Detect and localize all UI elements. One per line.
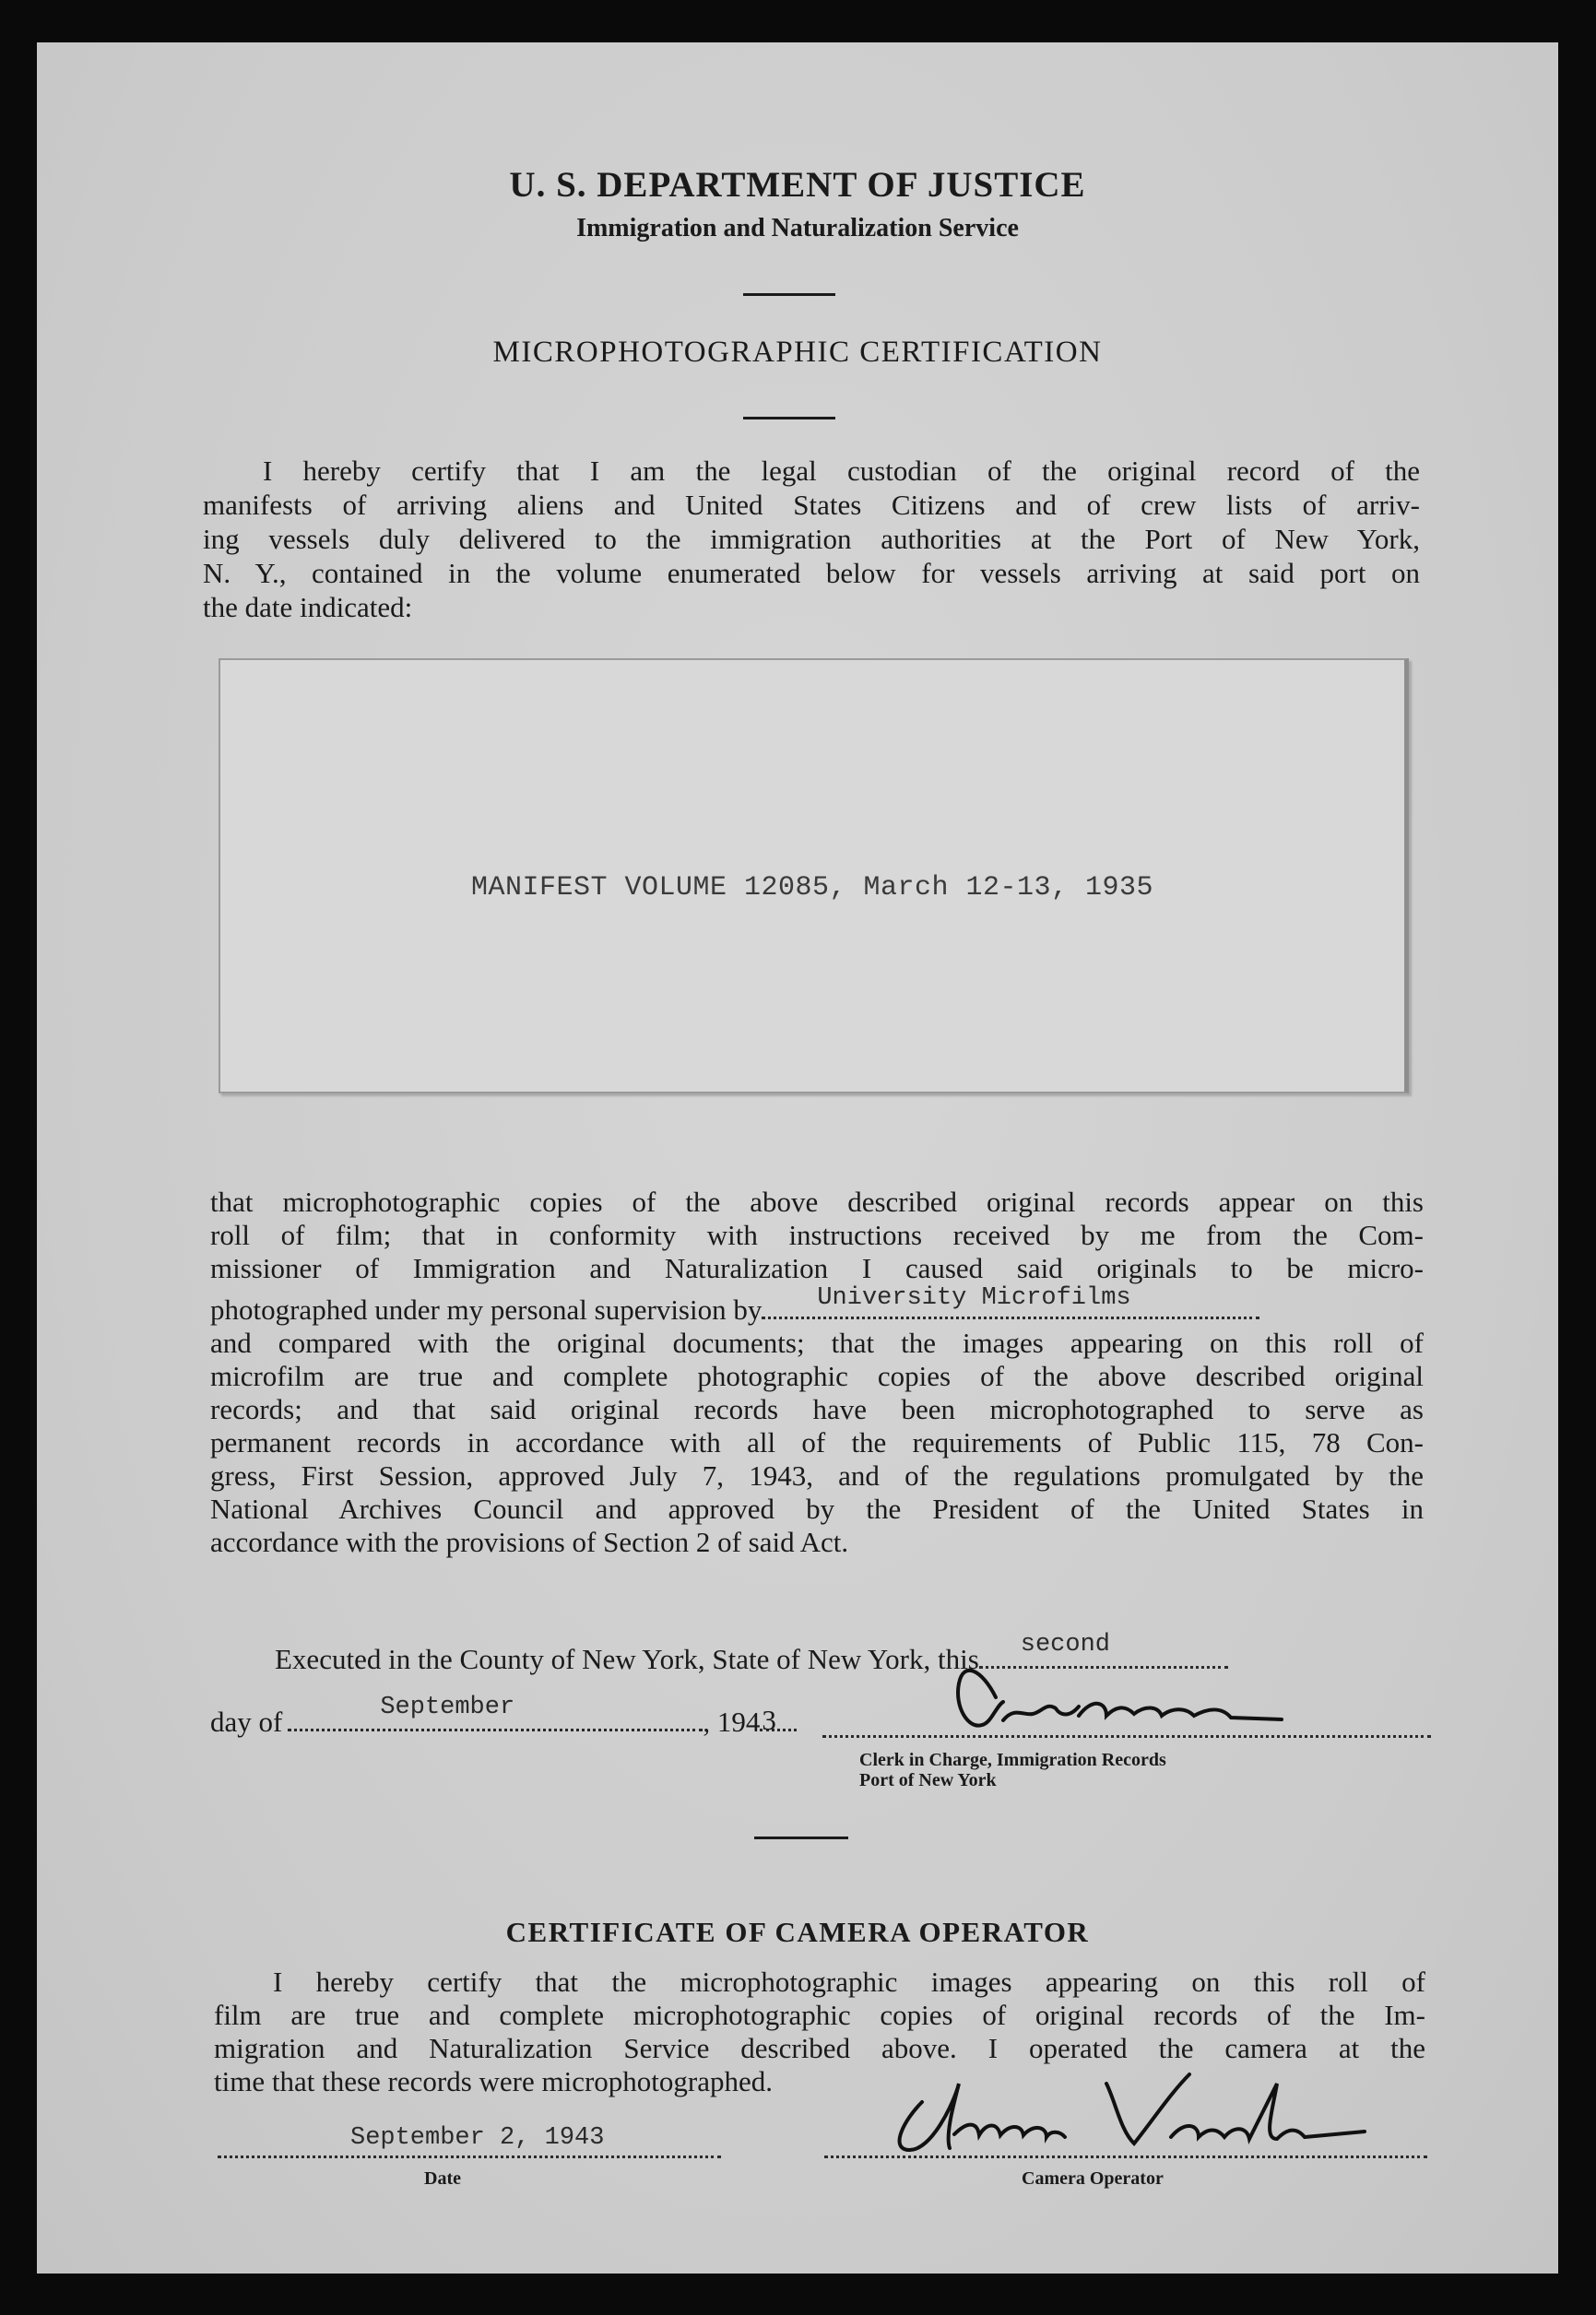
camera-line: film are true and complete microphotographic copies of original records of the Im- bbox=[214, 1999, 1425, 2031]
month-field bbox=[288, 1694, 703, 1731]
date-line bbox=[210, 1694, 797, 1739]
divider-rule bbox=[743, 293, 835, 296]
intro-line: manifests of arriving aliens and United States Citizens and of crew lists of arriv- bbox=[203, 489, 1420, 521]
execution-prefix: Executed in the County of New York, State of New York, this bbox=[275, 1643, 979, 1675]
camera-title: CERTIFICATE OF CAMERA OPERATOR bbox=[505, 1916, 1090, 1948]
operator-signature bbox=[867, 2047, 1383, 2167]
month-value: September bbox=[380, 1694, 515, 1721]
intro-paragraph bbox=[203, 454, 1420, 624]
body-line: microfilm are true and complete photographic copies of the above described original bbox=[210, 1360, 1424, 1392]
body-line: roll of film; that in conformity with instructions received by me from the Com- bbox=[210, 1219, 1424, 1251]
camera-line: time that these records were microphotographed. bbox=[214, 2065, 773, 2097]
service-subtitle: Immigration and Naturalization Service bbox=[576, 214, 1019, 242]
body-line: National Archives Council and approved by the President of the United States in bbox=[210, 1493, 1424, 1525]
day-of-label: day of bbox=[210, 1706, 283, 1738]
year-value: 3 bbox=[762, 1704, 776, 1736]
body-line: permanent records in accordance with all of the requirements of Public 115, 78 Con- bbox=[210, 1426, 1424, 1459]
camera-line: I hereby certify that the microphotographic images appearing on this roll of bbox=[273, 1966, 1425, 1998]
supervision-line bbox=[210, 1284, 1424, 1327]
manifest-volume-text: MANIFEST VOLUME 12085, March 12-13, 1935 bbox=[470, 872, 1154, 904]
agency-title: U. S. DEPARTMENT OF JUSTICE bbox=[509, 165, 1086, 205]
body-line: and compared with the original documents; that the images appearing on this roll of bbox=[210, 1327, 1424, 1359]
camera-date-value: September 2, 1943 bbox=[350, 2124, 605, 2152]
body-line: records; and that said original records have been microphotographed to serve as bbox=[210, 1393, 1424, 1425]
intro-line: ing vessels duly delivered to the immigration authorities at the Port of New York, bbox=[203, 523, 1420, 555]
supervision-prefix: photographed under my personal supervision by bbox=[210, 1293, 763, 1326]
intro-line: I hereby certify that I am the legal custodian of the original record of the bbox=[263, 455, 1420, 487]
certification-title: MICROPHOTOGRAPHIC CERTIFICATION bbox=[492, 336, 1103, 369]
clerk-signature-line bbox=[822, 1735, 1431, 1738]
certificate-page bbox=[37, 42, 1558, 2274]
clerk-title-line: Clerk in Charge, Immigration Records bbox=[859, 1750, 1166, 1770]
body-line: missioner of Immigration and Naturalization I caused said originals to be micro- bbox=[210, 1252, 1424, 1284]
day-value: second bbox=[1020, 1631, 1110, 1659]
body-line: gress, First Session, approved July 7, 1943, and of the regulations promulgated by the bbox=[210, 1459, 1424, 1492]
supervision-value: University Microfilms bbox=[817, 1284, 1131, 1312]
intro-line: N. Y., contained in the volume enumerated below for vessels arriving at said port on bbox=[203, 557, 1420, 589]
camera-line: migration and Naturalization Service described above. I operated the camera at the bbox=[214, 2032, 1425, 2064]
year-field bbox=[760, 1704, 797, 1736]
clerk-title bbox=[859, 1750, 1166, 1790]
manifest-volume-label bbox=[219, 658, 1409, 1093]
year-prefix: , 194 bbox=[703, 1706, 761, 1738]
supervision-field bbox=[762, 1284, 1259, 1319]
operator-label: Camera Operator bbox=[1022, 2168, 1164, 2189]
body-line: that microphotographic copies of the above described original records appear on this bbox=[210, 1186, 1424, 1218]
divider-rule bbox=[754, 1837, 848, 1839]
date-label: Date bbox=[424, 2168, 461, 2189]
clerk-title-line: Port of New York bbox=[859, 1770, 997, 1790]
divider-rule bbox=[743, 417, 835, 419]
date-line-field bbox=[218, 2156, 721, 2158]
operator-signature-line bbox=[824, 2156, 1427, 2158]
body-line: accordance with the provisions of Section 2 of said Act. bbox=[210, 1526, 849, 1558]
intro-line: the date indicated: bbox=[203, 591, 413, 623]
body-paragraph bbox=[210, 1186, 1424, 1559]
